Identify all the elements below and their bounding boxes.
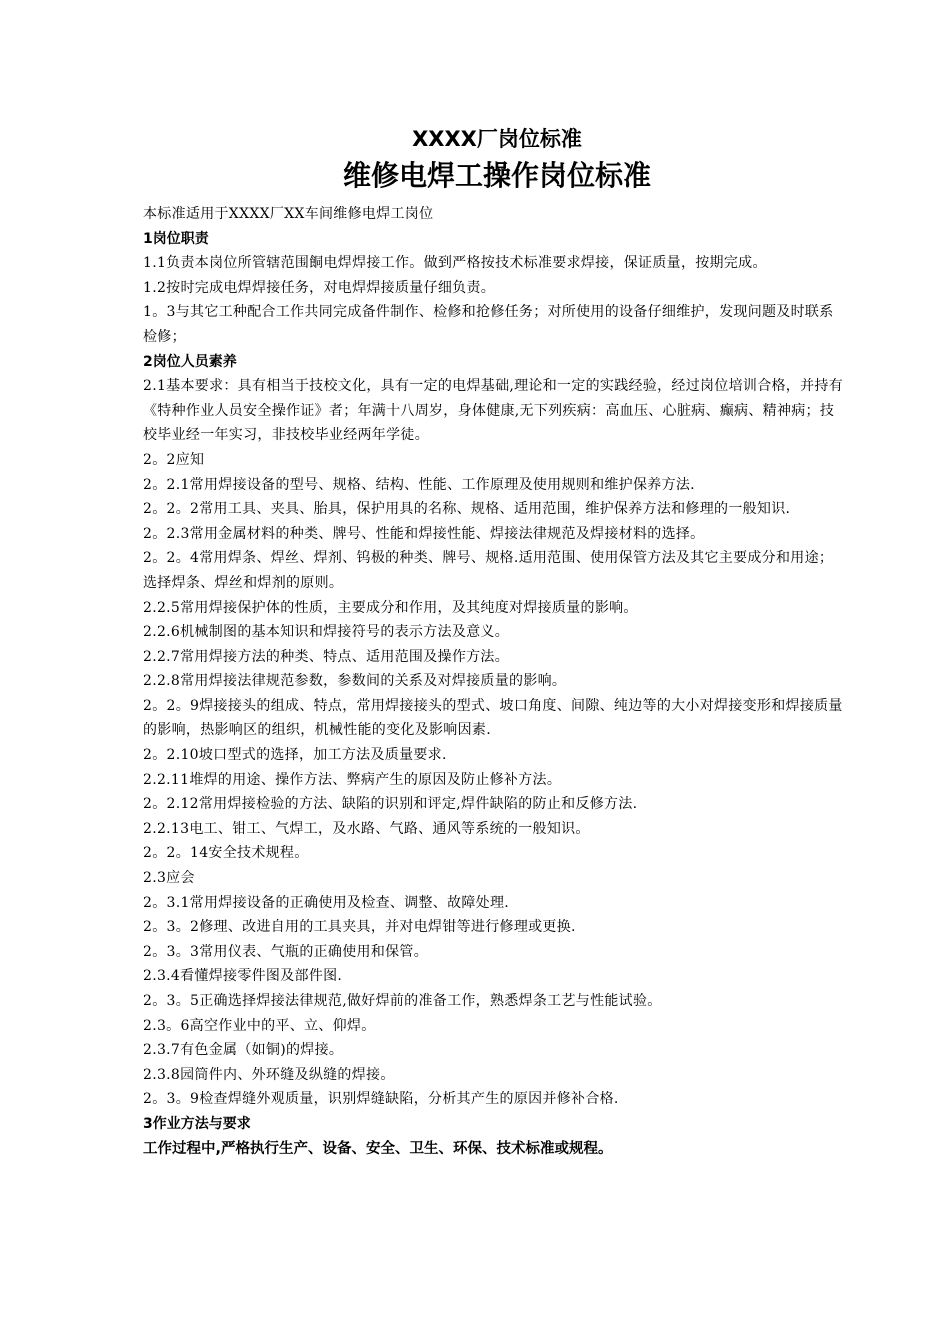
paragraph: 1。3与其它工种配合工作共同完成备件制作、检修和抢修任务；对所使用的设备仔细维护，发现问题及时联系检修；: [143, 304, 834, 345]
paragraph: 2。3。5正确选择焊接法律规范,做好焊前的准备工作，熟悉焊条工艺与性能试验。: [143, 993, 662, 1009]
section-heading: 3作业方法与要求: [143, 1115, 251, 1132]
paragraph: 2。3.1常用焊接设备的正确使用及检查、调整、故障处理.: [143, 894, 510, 911]
paragraph: 1.2按时完成电焊焊接任务，对电焊焊接质量仔细负责。: [143, 279, 496, 296]
paragraph: 2。3。9检查焊缝外观质量，识别焊缝缺陷，分析其产生的原因并修补合格.: [143, 1091, 619, 1108]
document-content: [143, 124, 843, 1162]
intro-paragraph: 本标准适用于XXXX厂XX车间维修电焊工岗位: [143, 206, 434, 222]
paragraph: 2。2.12常用焊接检验的方法、缺陷的识别和评定,焊件缺陷的防止和反修方法.: [143, 796, 638, 813]
paragraph: 2。2.3常用金属材料的种类、牌号、性能和焊接性能、焊接法律规范及焊接材料的选择。: [143, 525, 705, 542]
document-subtitle: 维修电焊工操作岗位标准: [342, 159, 651, 192]
paragraph: 2。2.1常用焊接设备的型号、规格、结构、性能、工作原理及使用规则和维护保养方法.: [143, 476, 695, 493]
paragraph: 2.2.8常用焊接法律规范参数，参数间的关系及对焊接质量的影响。: [143, 673, 567, 690]
paragraph: 1.1负责本岗位所管辖范围餇电焊焊接工作。做到严格按技术标准要求焊接，保证质量，按期完成。: [143, 255, 767, 272]
paragraph: 2.3应会: [143, 870, 195, 887]
paragraph: 2.2.7常用焊接方法的种类、特点、适用范围及操作方法。: [143, 648, 510, 665]
paragraph: 2。2。4常用焊条、焊丝、焊剂、钨极的种类、牌号、规格.适用范围、使用保管方法及其它主要成分和用途；选择焊条、焊丝和焊剂的原则。: [143, 550, 834, 591]
section-heading: 2岗位人员素养: [143, 353, 237, 370]
paragraph: 2。2。9焊接接头的组成、特点，常用焊接接头的型式、坡口角度、间隙、纯边等的大小对焊接变形和焊接质量的影响，热影响区的组织，机械性能的变化及影响因素.: [143, 697, 843, 739]
paragraph: 2.2.11堆焊的用途、操作方法、弊病产生的原因及防止修补方法。: [143, 771, 562, 788]
section-heading: 1岗位职责: [143, 230, 209, 247]
paragraph: 2。2。14安全技术规程。: [143, 845, 309, 862]
paragraph: 2.3.7有色金属（如铜)的焊接。: [143, 1042, 344, 1059]
paragraph: 2。3。3常用仪表、气瓶的正确使用和保管。: [143, 943, 429, 960]
bold-paragraph: 工作过程中,严格执行生产、设备、安全、卫生、环保、技术标准或规程。: [143, 1140, 613, 1157]
paragraph: 2.3。6高空作业中的平、立、仰焊。: [143, 1017, 376, 1034]
paragraph: 2.2.13电工、钳工、气焊工，及水路、气路、通风等系统的一般知识。: [143, 820, 590, 837]
paragraph: 2。2.10坡口型式的选择，加工方法及质量要求.: [143, 747, 447, 764]
paragraph: 2.3.4看懂焊接零件图及部件图.: [143, 968, 343, 985]
paragraph: 2.3.8园筒件内、外环缝及纵缝的焊接。: [143, 1066, 395, 1083]
paragraph: 2。3。2修理、改进自用的工具夹具，并对电焊钳等进行修理或更换.: [143, 919, 576, 936]
paragraph: 2.2.5常用焊接保护体的性质，主要成分和作用，及其纯度对焊接质量的影响。: [143, 599, 638, 616]
paragraph: 2.2.6机械制图的基本知识和焊接符号的表示方法及意义。: [143, 624, 510, 641]
document-title: XXXX厂岗位标准: [412, 127, 582, 151]
paragraph: 2.1基本要求：具有相当于技校文化，具有一定的电焊基础,理论和一定的实践经验，经过岗位培训合格，并持有《特种作业人员安全操作证》者；年满十八周岁，身体健康,无下列疾病：高血压、心脏病、癫病、精神病；技校毕业经一年实习，非技校毕业经两年学徒。: [143, 378, 844, 444]
paragraph: 2。2。2常用工具、夹具、胎具，保护用具的名称、规格、适用范围，维护保养方法和修理的一般知识.: [143, 501, 791, 518]
paragraph: 2。2应知: [143, 451, 205, 468]
